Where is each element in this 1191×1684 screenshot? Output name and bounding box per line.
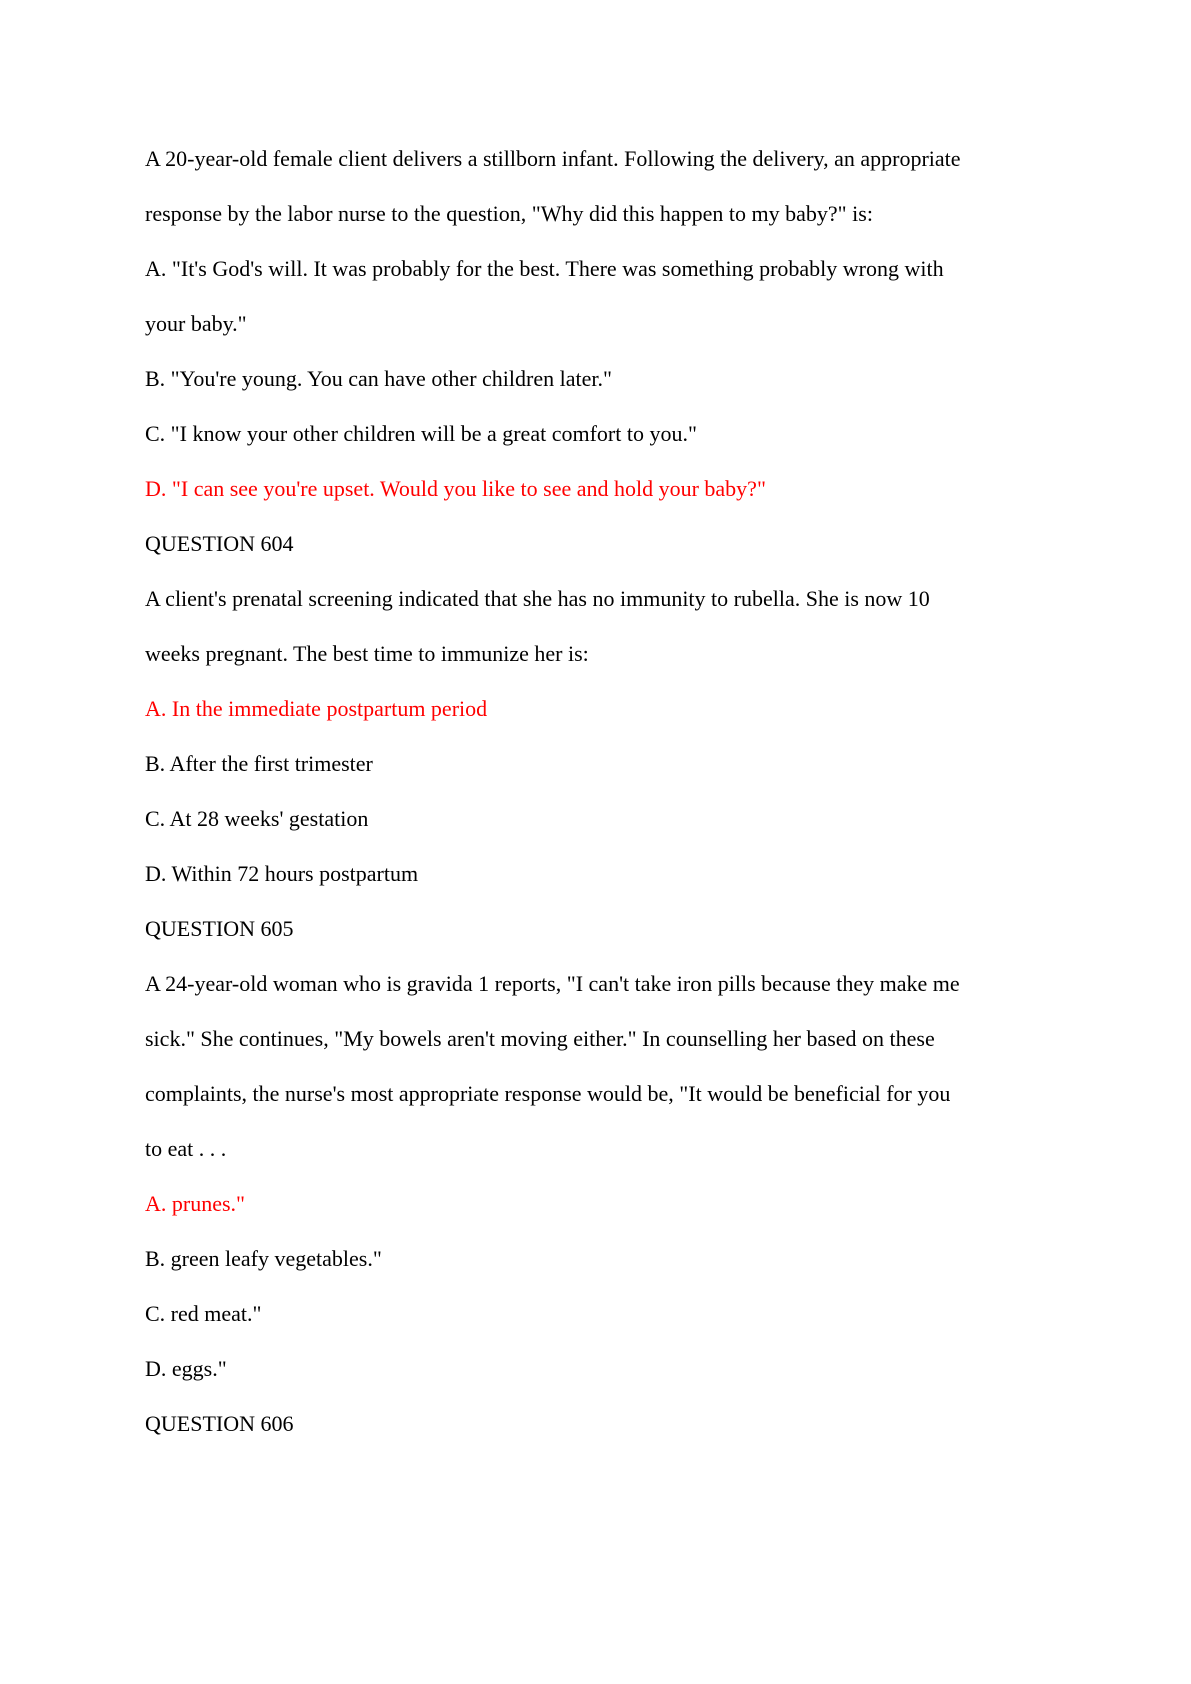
q604-stem-line-2: weeks pregnant. The best time to immunize her is: [145, 641, 589, 666]
q603-option-c: C. "I know your other children will be a great comfort to you." [145, 421, 697, 446]
q604-option-b: B. After the first trimester [145, 751, 373, 776]
q603-stem-line-2: response by the labor nurse to the question, "Why did this happen to my baby?" is: [145, 201, 873, 226]
q603-option-b: B. "You're young. You can have other children later." [145, 366, 612, 391]
q605-stem-line-1: A 24-year-old woman who is gravida 1 reports, "I can't take iron pills because they make me [145, 971, 960, 996]
q605-option-a-correct: A. prunes." [145, 1191, 246, 1216]
q603-option-d-correct: D. "I can see you're upset. Would you like to see and hold your baby?" [145, 476, 766, 501]
q604-option-a-correct: A. In the immediate postpartum period [145, 696, 488, 721]
q605-option-b: B. green leafy vegetables." [145, 1246, 382, 1271]
q605-option-d: D. eggs." [145, 1356, 227, 1381]
q605-heading: QUESTION 605 [145, 916, 294, 941]
q605-stem-line-3: complaints, the nurse's most appropriate response would be, "It would be beneficial for you [145, 1081, 951, 1106]
q605-stem-line-2: sick." She continues, "My bowels aren't moving either." In counselling her based on these [145, 1026, 935, 1051]
q606-heading: QUESTION 606 [145, 1411, 294, 1436]
q603-stem-line-1: A 20-year-old female client delivers a stillborn infant. Following the delivery, an appropriate [145, 146, 961, 171]
q605-stem-line-4: to eat . . . [145, 1136, 227, 1161]
q604-option-d: D. Within 72 hours postpartum [145, 861, 419, 886]
q603-option-a-line-1: A. "It's God's will. It was probably for the best. There was something probably wrong with [145, 256, 944, 281]
q604-heading: QUESTION 604 [145, 531, 294, 556]
q604-option-c: C. At 28 weeks' gestation [145, 806, 369, 831]
q603-option-a-line-2: your baby." [145, 311, 247, 336]
q604-stem-line-1: A client's prenatal screening indicated that she has no immunity to rubella. She is now 10 [145, 586, 930, 611]
q605-option-c: C. red meat." [145, 1301, 262, 1326]
